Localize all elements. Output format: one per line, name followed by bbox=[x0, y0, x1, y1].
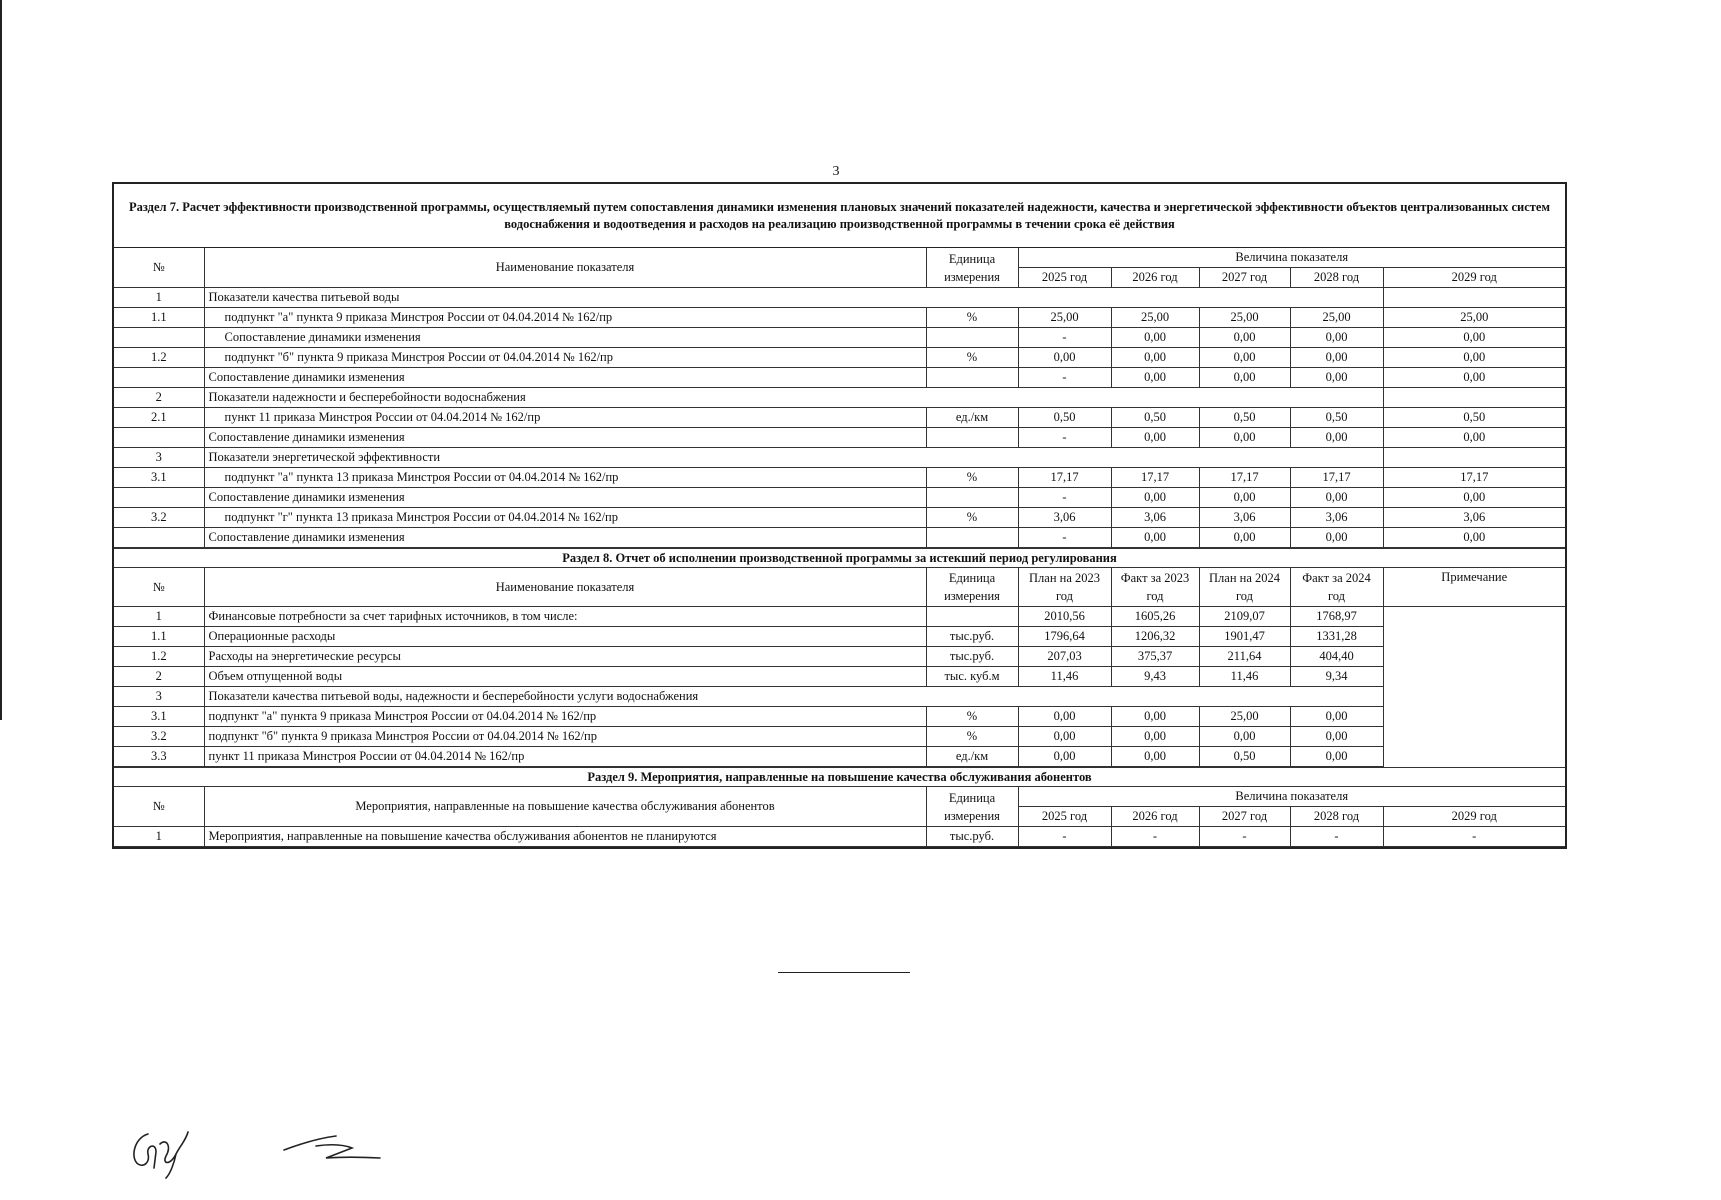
row-name: подпункт "б" пункта 9 приказа Минстроя России от 04.04.2014 № 162/пр bbox=[204, 727, 926, 747]
row-number: 3.3 bbox=[114, 747, 204, 767]
col-header-year: 2029 год bbox=[1383, 807, 1565, 827]
table-row bbox=[114, 667, 1565, 687]
table-row bbox=[114, 488, 1565, 508]
row-value: 3,06 bbox=[1383, 508, 1565, 528]
row-value: 17,17 bbox=[1199, 468, 1290, 488]
section9-body bbox=[114, 827, 1565, 847]
row-value: 3,06 bbox=[1199, 508, 1290, 528]
row-value: 0,00 bbox=[1199, 428, 1290, 448]
section7-title: Раздел 7. Расчет эффективности производственной программы, осуществляемый путем сопоставления динамики изменения плановых значений показателей надежности, качества и энергетической эффективности объектов централизованных систем водоснабжения и водоотведения и расходов на реализацию производственной программы в течении срока её действия bbox=[114, 184, 1565, 248]
row-value: 1206,32 bbox=[1111, 627, 1199, 647]
col-header-plan-2023: План на 2023 год bbox=[1018, 568, 1111, 607]
row-value: 0,00 bbox=[1290, 727, 1383, 747]
table-row bbox=[114, 368, 1565, 388]
scan-edge-line bbox=[0, 0, 2, 720]
row-value: 11,46 bbox=[1199, 667, 1290, 687]
row-value: 17,17 bbox=[1290, 468, 1383, 488]
row-unit: % bbox=[926, 468, 1018, 488]
row-value: 0,00 bbox=[1383, 428, 1565, 448]
row-value: 1331,28 bbox=[1290, 627, 1383, 647]
row-value: 0,00 bbox=[1111, 747, 1199, 767]
row-value: - bbox=[1018, 827, 1111, 847]
row-unit: ед./км bbox=[926, 747, 1018, 767]
row-number: 1.1 bbox=[114, 627, 204, 647]
row-number: 1 bbox=[114, 827, 204, 847]
row-value: 0,50 bbox=[1199, 408, 1290, 428]
table-row bbox=[114, 448, 1565, 468]
row-value: 0,00 bbox=[1383, 528, 1565, 548]
col-header-year: 2026 год bbox=[1111, 268, 1199, 288]
row-value: 0,00 bbox=[1290, 488, 1383, 508]
note-cell bbox=[1383, 607, 1565, 767]
row-number: 1.1 bbox=[114, 308, 204, 328]
row-value: 375,37 bbox=[1111, 647, 1199, 667]
section9-table bbox=[114, 767, 1565, 847]
row-number bbox=[114, 428, 204, 448]
col-header-plan-2024: План на 2024 год bbox=[1199, 568, 1290, 607]
col-header-num: № bbox=[114, 787, 204, 827]
row-unit bbox=[926, 528, 1018, 548]
row-empty bbox=[1383, 288, 1565, 308]
row-number: 1.2 bbox=[114, 348, 204, 368]
row-value: 0,00 bbox=[1111, 707, 1199, 727]
col-header-fact-2023: Факт за 2023 год bbox=[1111, 568, 1199, 607]
row-value: - bbox=[1018, 368, 1111, 388]
col-header-value-group: Величина показателя bbox=[1018, 787, 1565, 807]
row-value: 17,17 bbox=[1018, 468, 1111, 488]
row-empty bbox=[1383, 448, 1565, 468]
row-value: 3,06 bbox=[1290, 508, 1383, 528]
row-empty bbox=[1383, 388, 1565, 408]
row-value: 0,00 bbox=[1018, 747, 1111, 767]
row-name: Показатели качества питьевой воды, надежности и бесперебойности услуги водоснабжения bbox=[204, 687, 1383, 707]
section9-title: Раздел 9. Мероприятия, направленные на повышение качества обслуживания абонентов bbox=[114, 768, 1565, 787]
row-value: 0,00 bbox=[1383, 488, 1565, 508]
row-unit: тыс.руб. bbox=[926, 827, 1018, 847]
row-unit: ед./км bbox=[926, 408, 1018, 428]
section8-title: Раздел 8. Отчет об исполнении производственной программы за истекший период регулирования bbox=[114, 549, 1565, 568]
row-value: 1605,26 bbox=[1111, 607, 1199, 627]
row-value: 0,50 bbox=[1290, 408, 1383, 428]
row-value: 0,00 bbox=[1199, 328, 1290, 348]
row-name: подпункт "а" пункта 9 приказа Минстроя России от 04.04.2014 № 162/пр bbox=[204, 707, 926, 727]
row-number: 3.1 bbox=[114, 707, 204, 727]
row-value: - bbox=[1383, 827, 1565, 847]
row-value: 25,00 bbox=[1199, 308, 1290, 328]
row-value: - bbox=[1018, 428, 1111, 448]
row-value: - bbox=[1290, 827, 1383, 847]
col-header-year: 2028 год bbox=[1290, 268, 1383, 288]
col-header-name: Наименование показателя bbox=[204, 248, 926, 288]
row-value: 0,00 bbox=[1111, 528, 1199, 548]
row-value: 0,00 bbox=[1290, 348, 1383, 368]
row-number: 2 bbox=[114, 388, 204, 408]
table-row bbox=[114, 747, 1565, 767]
document-tables bbox=[112, 182, 1567, 849]
row-number: 2 bbox=[114, 667, 204, 687]
col-header-year: 2025 год bbox=[1018, 807, 1111, 827]
col-header-num: № bbox=[114, 568, 204, 607]
row-value: - bbox=[1199, 827, 1290, 847]
table-row bbox=[114, 607, 1565, 627]
row-name: Сопоставление динамики изменения bbox=[204, 488, 926, 508]
row-value: 0,00 bbox=[1111, 488, 1199, 508]
row-value: 0,00 bbox=[1199, 528, 1290, 548]
row-value: 0,50 bbox=[1018, 408, 1111, 428]
row-value: 0,00 bbox=[1290, 528, 1383, 548]
row-number: 3.2 bbox=[114, 727, 204, 747]
row-value: 9,34 bbox=[1290, 667, 1383, 687]
row-value: 2109,07 bbox=[1199, 607, 1290, 627]
row-number: 2.1 bbox=[114, 408, 204, 428]
row-name: Показатели качества питьевой воды bbox=[204, 288, 1383, 308]
table-row bbox=[114, 288, 1565, 308]
row-value: 211,64 bbox=[1199, 647, 1290, 667]
row-name: подпункт "а" пункта 13 приказа Минстроя России от 04.04.2014 № 162/пр bbox=[204, 468, 926, 488]
table-row bbox=[114, 408, 1565, 428]
row-value: 11,46 bbox=[1018, 667, 1111, 687]
col-header-value-group: Величина показателя bbox=[1018, 248, 1565, 268]
section8-table bbox=[114, 548, 1565, 767]
row-value: 0,00 bbox=[1018, 707, 1111, 727]
table-row bbox=[114, 707, 1565, 727]
table-row bbox=[114, 348, 1565, 368]
row-unit: % bbox=[926, 727, 1018, 747]
row-name: подпункт "г" пункта 13 приказа Минстроя России от 04.04.2014 № 162/пр bbox=[204, 508, 926, 528]
row-value: 0,00 bbox=[1111, 348, 1199, 368]
row-unit: % bbox=[926, 707, 1018, 727]
row-name: Расходы на энергетические ресурсы bbox=[204, 647, 926, 667]
table-row bbox=[114, 388, 1565, 408]
row-value: 25,00 bbox=[1199, 707, 1290, 727]
table-row bbox=[114, 647, 1565, 667]
col-header-year: 2028 год bbox=[1290, 807, 1383, 827]
table-row bbox=[114, 468, 1565, 488]
row-name: Сопоставление динамики изменения bbox=[204, 528, 926, 548]
row-value: 0,00 bbox=[1199, 727, 1290, 747]
row-value: 0,00 bbox=[1383, 328, 1565, 348]
row-number: 3 bbox=[114, 448, 204, 468]
row-value: 0,00 bbox=[1290, 707, 1383, 727]
row-unit: тыс. куб.м bbox=[926, 667, 1018, 687]
row-name: подпункт "б" пункта 9 приказа Минстроя России от 04.04.2014 № 162/пр bbox=[204, 348, 926, 368]
row-value: 25,00 bbox=[1111, 308, 1199, 328]
row-name: Показатели энергетической эффективности bbox=[204, 448, 1383, 468]
row-number bbox=[114, 328, 204, 348]
row-name: Сопоставление динамики изменения bbox=[204, 428, 926, 448]
col-header-fact-2024: Факт за 2024 год bbox=[1290, 568, 1383, 607]
col-header-unit: Единица измерения bbox=[926, 787, 1018, 827]
row-value: 0,50 bbox=[1111, 408, 1199, 428]
section7-table bbox=[114, 248, 1565, 548]
page-number: 3 bbox=[832, 164, 840, 179]
row-name: Сопоставление динамики изменения bbox=[204, 368, 926, 388]
col-header-num: № bbox=[114, 248, 204, 288]
row-number: 3.1 bbox=[114, 468, 204, 488]
row-number bbox=[114, 368, 204, 388]
row-value: 1768,97 bbox=[1290, 607, 1383, 627]
row-number: 1.2 bbox=[114, 647, 204, 667]
row-name: подпункт "а" пункта 9 приказа Минстроя России от 04.04.2014 № 162/пр bbox=[204, 308, 926, 328]
col-header-name: Наименование показателя bbox=[204, 568, 926, 607]
table-row bbox=[114, 428, 1565, 448]
handwritten-signature-1 bbox=[126, 1124, 196, 1180]
row-unit: % bbox=[926, 348, 1018, 368]
row-value: - bbox=[1018, 528, 1111, 548]
row-value: 207,03 bbox=[1018, 647, 1111, 667]
row-name: Мероприятия, направленные на повышение качества обслуживания абонентов не планируются bbox=[204, 827, 926, 847]
row-unit: % bbox=[926, 308, 1018, 328]
table-row bbox=[114, 328, 1565, 348]
row-value: 0,00 bbox=[1199, 368, 1290, 388]
row-unit: % bbox=[926, 508, 1018, 528]
row-value: - bbox=[1018, 328, 1111, 348]
row-value: 0,00 bbox=[1111, 727, 1199, 747]
col-header-year: 2027 год bbox=[1199, 268, 1290, 288]
row-number: 1 bbox=[114, 607, 204, 627]
handwritten-signature-2 bbox=[280, 1130, 386, 1164]
row-value: 0,00 bbox=[1018, 348, 1111, 368]
row-unit: тыс.руб. bbox=[926, 647, 1018, 667]
row-number bbox=[114, 488, 204, 508]
row-value: 17,17 bbox=[1383, 468, 1565, 488]
row-value: 3,06 bbox=[1018, 508, 1111, 528]
row-value: 2010,56 bbox=[1018, 607, 1111, 627]
row-value: 0,50 bbox=[1383, 408, 1565, 428]
row-name: Объем отпущенной воды bbox=[204, 667, 926, 687]
row-value: 0,00 bbox=[1290, 328, 1383, 348]
row-value: 25,00 bbox=[1018, 308, 1111, 328]
row-value: 1796,64 bbox=[1018, 627, 1111, 647]
row-value: 17,17 bbox=[1111, 468, 1199, 488]
row-value: 1901,47 bbox=[1199, 627, 1290, 647]
row-value: - bbox=[1111, 827, 1199, 847]
row-value: 3,06 bbox=[1111, 508, 1199, 528]
col-header-unit: Единица измерения bbox=[926, 568, 1018, 607]
row-number: 3 bbox=[114, 687, 204, 707]
table-row bbox=[114, 687, 1565, 707]
section7-body bbox=[114, 288, 1565, 548]
row-unit: тыс.руб. bbox=[926, 627, 1018, 647]
table-row bbox=[114, 528, 1565, 548]
col-header-year: 2029 год bbox=[1383, 268, 1565, 288]
row-value: 0,00 bbox=[1383, 368, 1565, 388]
table-row bbox=[114, 308, 1565, 328]
row-number: 3.2 bbox=[114, 508, 204, 528]
closing-line bbox=[778, 972, 910, 973]
row-value: 0,00 bbox=[1290, 747, 1383, 767]
col-header-unit: Единица измерения bbox=[926, 248, 1018, 288]
row-name: пункт 11 приказа Минстроя России от 04.04.2014 № 162/пр bbox=[204, 747, 926, 767]
row-value: 0,00 bbox=[1111, 428, 1199, 448]
table-row bbox=[114, 627, 1565, 647]
row-value: 0,00 bbox=[1383, 348, 1565, 368]
row-value: 0,00 bbox=[1111, 368, 1199, 388]
row-name: Операционные расходы bbox=[204, 627, 926, 647]
row-unit bbox=[926, 328, 1018, 348]
table-row bbox=[114, 827, 1565, 847]
table-row bbox=[114, 727, 1565, 747]
row-number: 1 bbox=[114, 288, 204, 308]
row-value: 0,00 bbox=[1199, 348, 1290, 368]
row-value: 0,00 bbox=[1290, 368, 1383, 388]
row-value: 9,43 bbox=[1111, 667, 1199, 687]
row-value: - bbox=[1018, 488, 1111, 508]
section8-body bbox=[114, 607, 1565, 767]
row-value: 0,00 bbox=[1290, 428, 1383, 448]
row-unit bbox=[926, 488, 1018, 508]
row-unit bbox=[926, 368, 1018, 388]
row-value: 0,00 bbox=[1111, 328, 1199, 348]
col-header-note: Примечание bbox=[1383, 568, 1565, 607]
col-header-year: 2026 год bbox=[1111, 807, 1199, 827]
row-unit bbox=[926, 607, 1018, 627]
row-value: 404,40 bbox=[1290, 647, 1383, 667]
row-number bbox=[114, 528, 204, 548]
row-name: Финансовые потребности за счет тарифных источников, в том числе: bbox=[204, 607, 926, 627]
row-value: 0,00 bbox=[1018, 727, 1111, 747]
row-unit bbox=[926, 428, 1018, 448]
col-header-year: 2025 год bbox=[1018, 268, 1111, 288]
row-value: 0,50 bbox=[1199, 747, 1290, 767]
row-name: Сопоставление динамики изменения bbox=[204, 328, 926, 348]
table-row bbox=[114, 508, 1565, 528]
row-value: 25,00 bbox=[1383, 308, 1565, 328]
col-header-name: Мероприятия, направленные на повышение качества обслуживания абонентов bbox=[204, 787, 926, 827]
row-value: 25,00 bbox=[1290, 308, 1383, 328]
row-value: 0,00 bbox=[1199, 488, 1290, 508]
row-name: пункт 11 приказа Минстроя России от 04.04.2014 № 162/пр bbox=[204, 408, 926, 428]
row-name: Показатели надежности и бесперебойности водоснабжения bbox=[204, 388, 1383, 408]
col-header-year: 2027 год bbox=[1199, 807, 1290, 827]
